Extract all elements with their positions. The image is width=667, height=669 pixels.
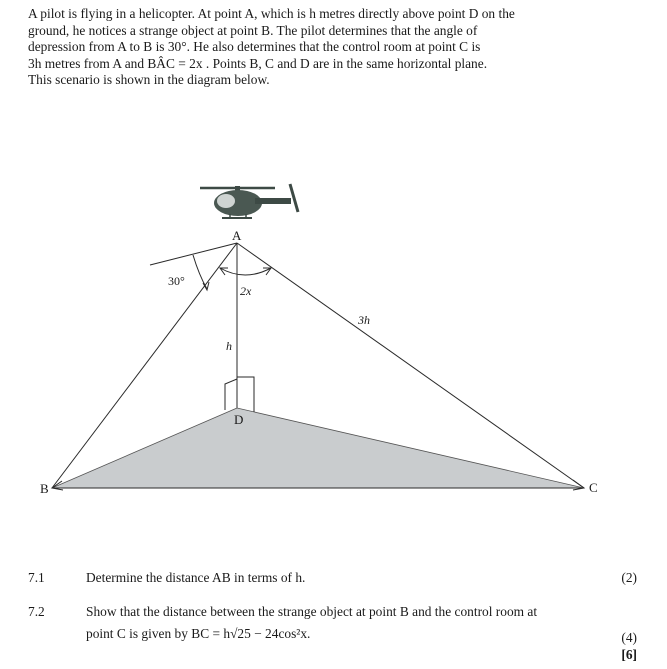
label-d: D bbox=[234, 412, 244, 427]
question-number: 7.2 bbox=[28, 604, 45, 619]
question-text-line-1: Show that the distance between the strange object at point B and the control room at bbox=[86, 604, 538, 619]
intro-line-3: depression from A to B is 30°. He also determines that the control room at point C is bbox=[28, 39, 481, 54]
helicopter-icon bbox=[200, 184, 298, 218]
label-a: A bbox=[232, 228, 242, 243]
question-marks: (4) bbox=[621, 630, 637, 645]
question-marks: (2) bbox=[621, 570, 637, 585]
question-text: Determine the distance AB in terms of h. bbox=[86, 570, 306, 585]
label-height: h bbox=[226, 339, 232, 353]
angle-depression-arc bbox=[193, 255, 207, 289]
intro-line-4: 3h metres from A and BÂC = 2x . Points B, C and D are in the same horizontal plane. bbox=[28, 55, 488, 71]
right-angle-mark-left bbox=[225, 379, 237, 410]
label-angle-bac: 2x bbox=[240, 284, 252, 298]
question-7-2 bbox=[0, 602, 667, 646]
label-c: C bbox=[589, 480, 598, 495]
label-b: B bbox=[40, 481, 49, 496]
angle-bac-arc bbox=[220, 268, 271, 275]
question-number: 7.1 bbox=[28, 570, 45, 585]
question-text-line-2: point C is given by BC = h√25 − 24cos²x. bbox=[86, 626, 311, 641]
ground-plane bbox=[52, 408, 584, 488]
intro-line-1: A pilot is flying in a helicopter. At point A, which is h metres directly above point D on the bbox=[28, 6, 515, 21]
question-7-1 bbox=[0, 568, 667, 588]
horizontal-at-a bbox=[150, 243, 237, 265]
intro-line-5: This scenario is shown in the diagram below. bbox=[28, 72, 270, 87]
right-angle-mark-right bbox=[237, 377, 254, 412]
label-angle-depression: 30° bbox=[168, 274, 185, 288]
total-marks: [6] bbox=[621, 647, 637, 662]
intro-line-2: ground, he notices a strange object at point B. The pilot determines that the angle of bbox=[28, 22, 478, 38]
label-ac-length: 3h bbox=[358, 313, 370, 327]
